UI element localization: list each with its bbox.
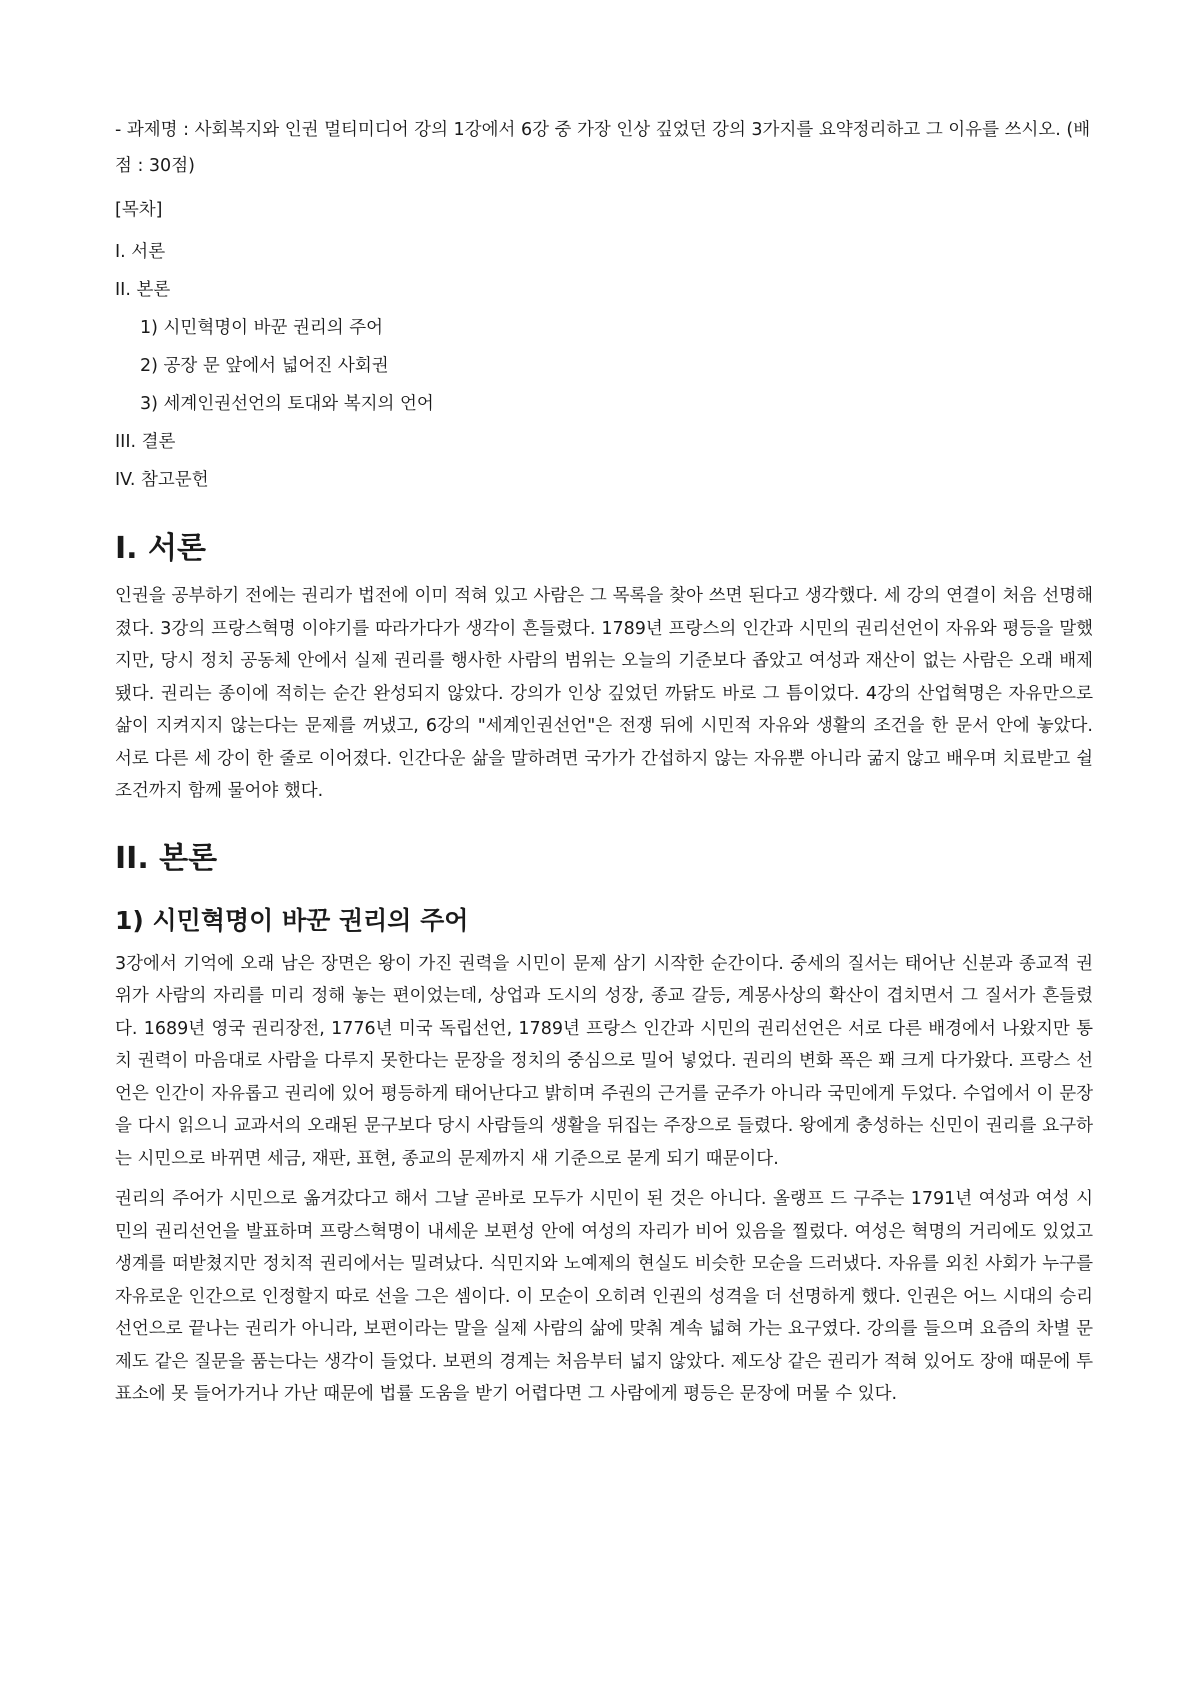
section-heading-body: II. 본론 xyxy=(115,840,218,876)
introduction-paragraph: 인권을 공부하기 전에는 권리가 법전에 이미 적혀 있고 사람은 그 목록을 찾아 쓰면 된다고 생각했다. 세 강의 연결이 처음 선명해졌다. 3강의 프랑스혁명 이야기를 따라가다가 생각이 흔들렸다. 1789년 프랑스의 인간과 시민의 권리선언이 자유와 평등을 말했지만, 당시 정치 공동체 안에서 실제 권리를 행사한 사람의 범위는 오늘의 기준보다 좁았고 여성과 재산이 없는 사람은 오래 배제됐다. 권리는 종이에 적히는 순간 완성되지 않았다. 강의가 인상 깊었던 까닭도 바로 그 틈이었다. 4강의 산업혁명은 자유만으로 삶이 지켜지지 않는다는 문제를 꺼냈고, 6강의 "세계인권선언"은 전쟁 뒤에 시민적 자유와 생활의 조건을 한 문서 안에 놓았다. 서로 다른 세 강이 한 줄로 이어졌다. 인간다운 삶을 말하려면 국가가 간섭하지 않는 자유뿐 아니라 굶지 않고 배우며 치료받고 쉴 조건까지 함께 물어야 했다. xyxy=(115,586,1093,801)
toc-item-body-1: 1) 시민혁명이 바꾼 권리의 주어 xyxy=(140,318,384,338)
table-of-contents xyxy=(115,234,1093,498)
subsection-heading-civil-revolution: 1) 시민혁명이 바꾼 권리의 주어 xyxy=(115,905,469,935)
body-paragraph: 3강에서 기억에 오래 남은 장면은 왕이 가진 권력을 시민이 문제 삼기 시작한 순간이다. 중세의 질서는 태어난 신분과 종교적 권위가 사람의 자리를 미리 정해 놓는 편이었는데, 상업과 도시의 성장, 종교 갈등, 계몽사상의 확산이 겹치면서 그 질서가 흔들렸다. 1689년 영국 권리장전, 1776년 미국 독립선언, 1789년 프랑스 인간과 시민의 권리선언은 서로 다른 배경에서 나왔지만 통치 권력이 마음대로 사람을 다루지 못한다는 문장을 정치의 중심으로 밀어 넣었다. 권리의 변화 폭은 꽤 크게 다가왔다. 프랑스 선언은 인간이 자유롭고 권리에 있어 평등하게 태어난다고 밝히며 주권의 근거를 군주가 아니라 국민에게 두었다. 수업에서 이 문장을 다시 읽으니 교과서의 오래된 문구보다 당시 사람들의 생활을 뒤집는 주장으로 들렸다. 왕에게 충성하는 신민이 권리를 요구하는 시민으로 바뀌면 세금, 재판, 표현, 종교의 문제까지 새 기준으로 묻게 되기 때문이다. xyxy=(115,953,1093,1169)
toc-item-conclusion: III. 결론 xyxy=(115,432,176,452)
section-heading-introduction: I. 서론 xyxy=(115,531,206,566)
toc-item-body-2: 2) 공장 문 앞에서 넓어진 사회권 xyxy=(140,356,389,376)
toc-item-introduction: I. 서론 xyxy=(115,242,166,262)
toc-item-body: II. 본론 xyxy=(115,280,171,300)
toc-item-references: IV. 참고문헌 xyxy=(115,470,209,490)
toc-title: [목차] xyxy=(115,200,163,220)
assignment-title: - 과제명 : 사회복지와 인권 멀티미디어 강의 1강에서 6강 중 가장 인상 깊었던 강의 3가지를 요약정리하고 그 이유를 쓰시오. (배점 : 30점) xyxy=(115,120,1091,176)
toc-item-body-3: 3) 세계인권선언의 토대와 복지의 언어 xyxy=(140,394,434,414)
body-paragraph: 권리의 주어가 시민으로 옮겨갔다고 해서 그날 곧바로 모두가 시민이 된 것은 아니다. 올랭프 드 구주는 1791년 여성과 여성 시민의 권리선언을 발표하며 프랑스혁명이 내세운 보편성 안에 여성의 자리가 비어 있음을 찔렀다. 여성은 혁명의 거리에도 있었고 생계를 떠받쳤지만 정치적 권리에서는 밀려났다. 식민지와 노예제의 현실도 비슷한 모순을 드러냈다. 자유를 외친 사회가 누구를 자유로운 인간으로 인정할지 따로 선을 그은 셈이다. 이 모순이 오히려 인권의 성격을 더 선명하게 했다. 인권은 어느 시대의 승리 선언으로 끝나는 권리가 아니라, 보편이라는 말을 실제 사람의 삶에 맞춰 계속 넓혀 가는 요구였다. 강의를 들으며 요즘의 차별 문제도 같은 질문을 품는다는 생각이 들었다. 보편의 경계는 처음부터 넓지 않았다. 제도상 같은 권리가 적혀 있어도 장애 때문에 투표소에 못 들어가거나 가난 때문에 법률 도움을 받기 어렵다면 그 사람에게 평등은 문장에 머물 수 있다. xyxy=(115,1189,1093,1404)
